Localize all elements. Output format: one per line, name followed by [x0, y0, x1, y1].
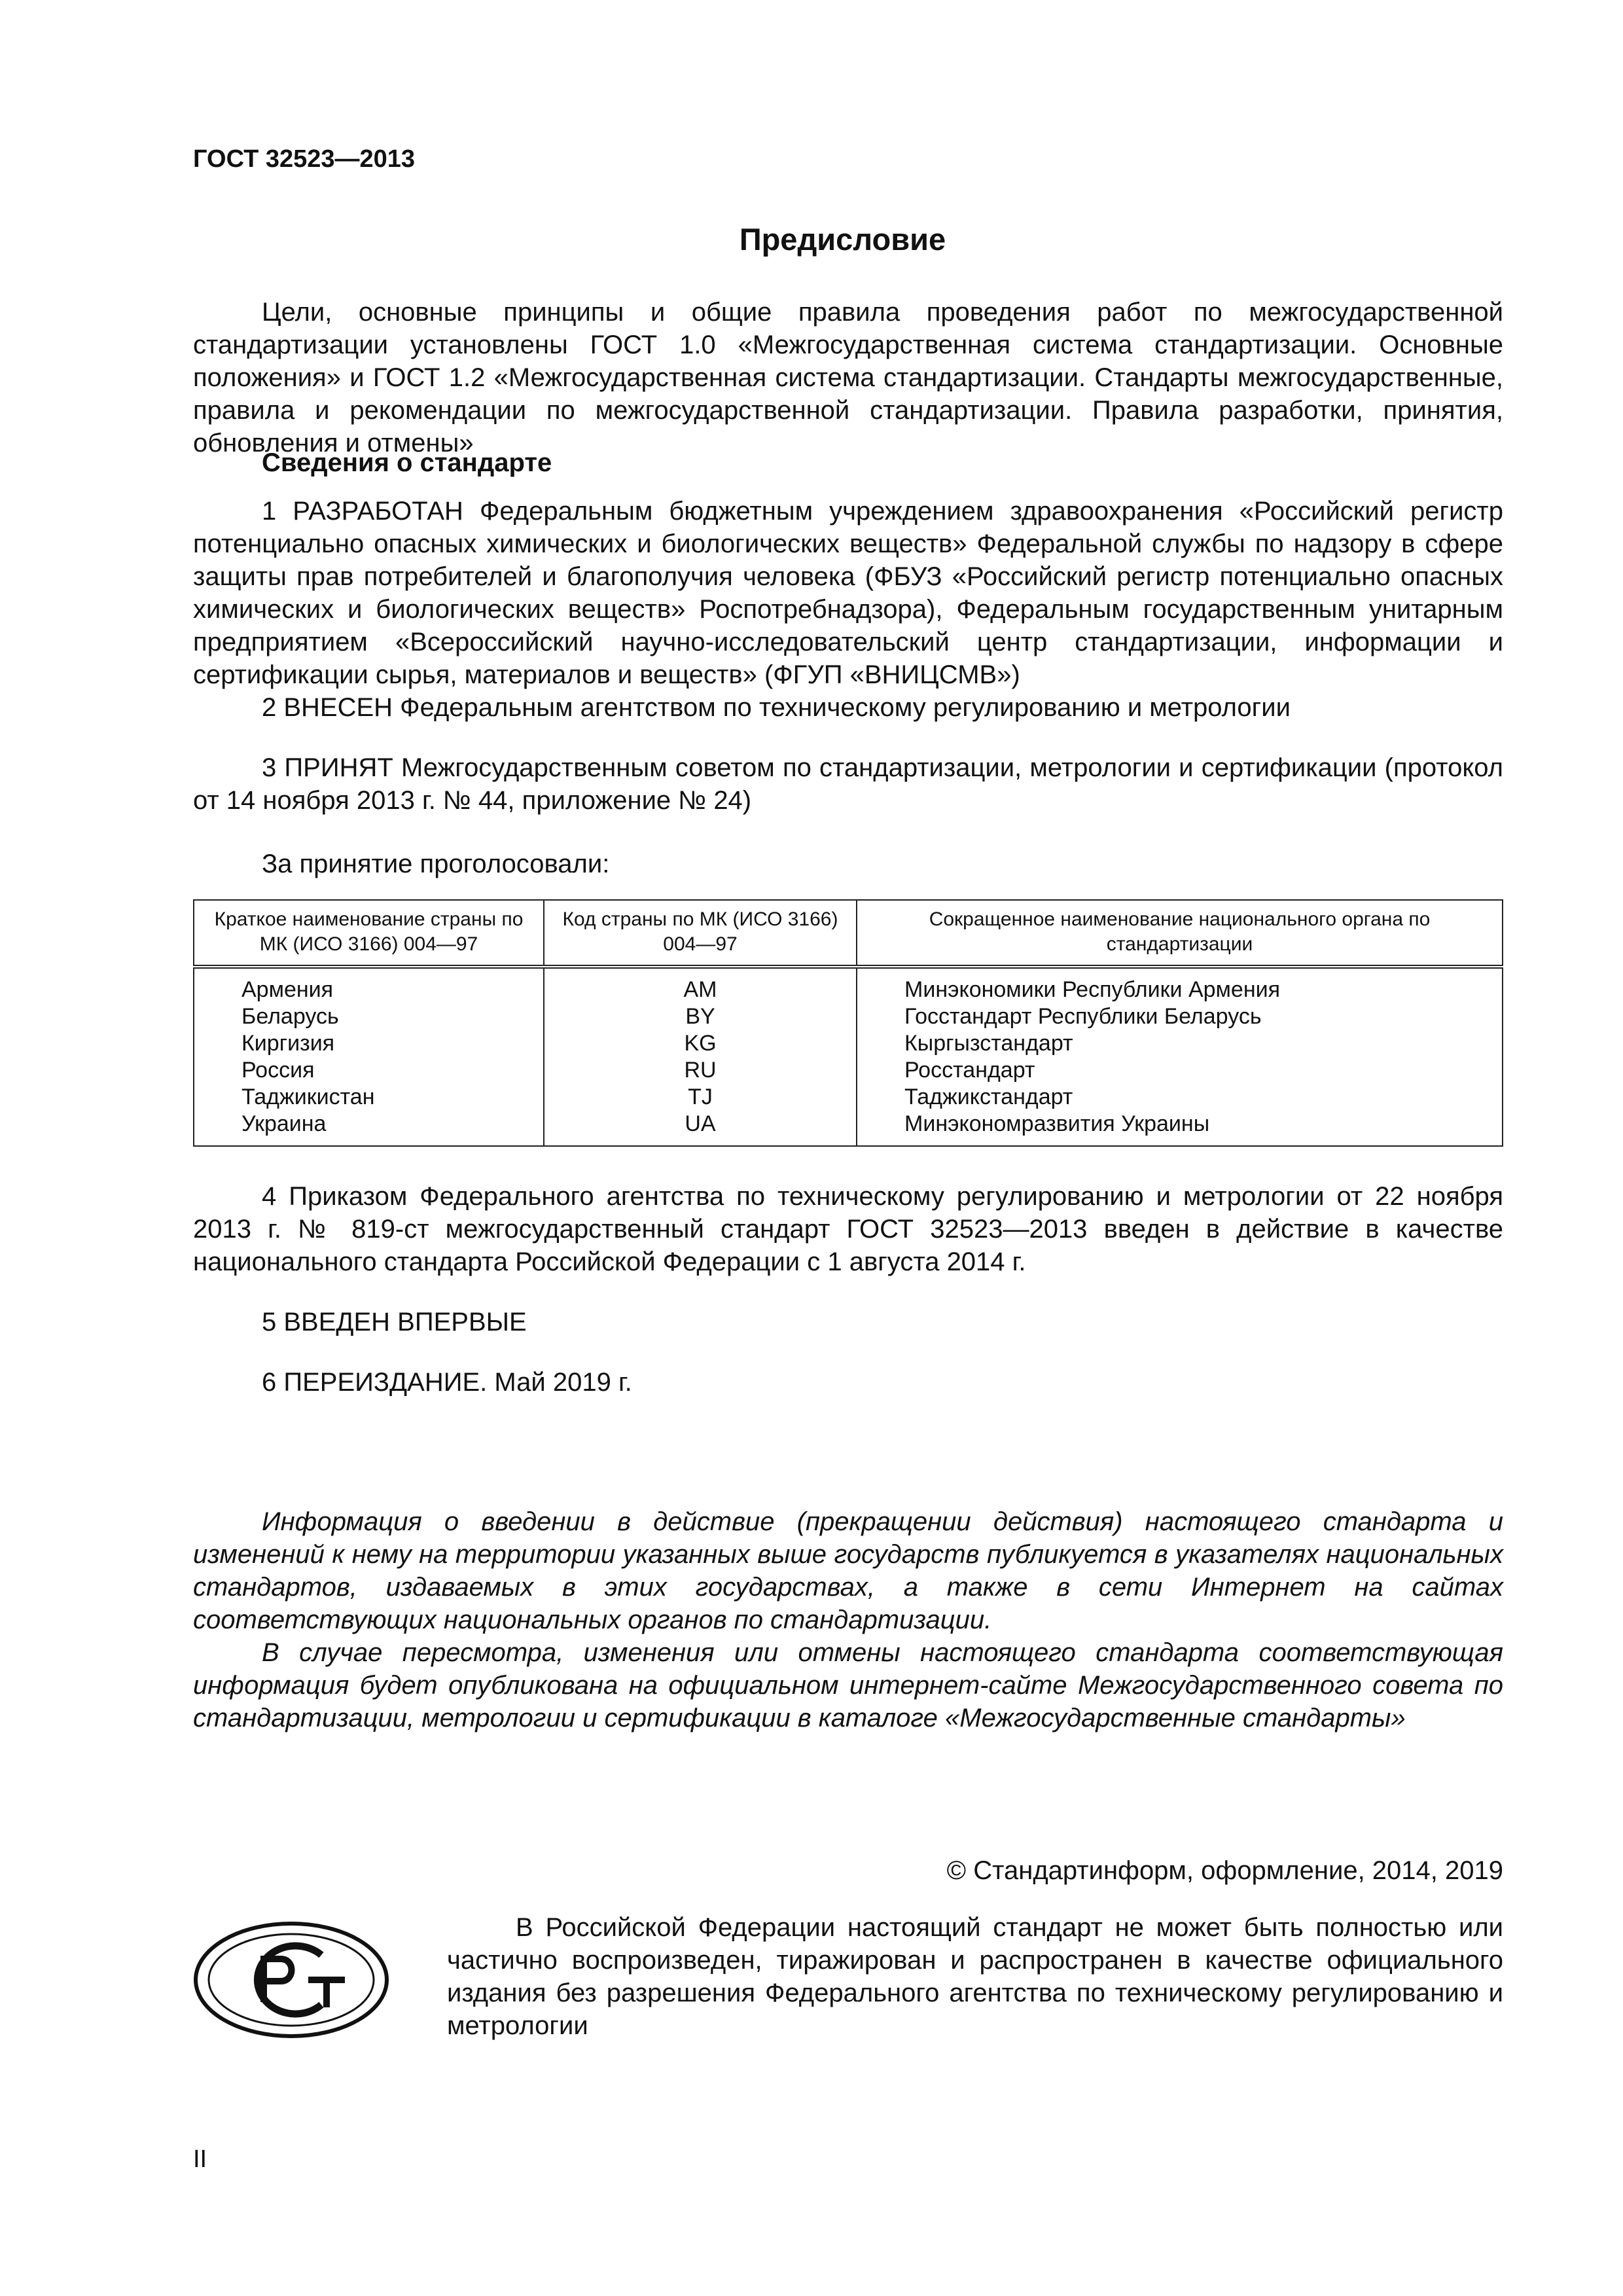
item-2-text: 2 ВНЕСЕН Федеральным агентством по техническому регулированию и метрологии [262, 693, 1291, 722]
national-body: Госстандарт Республики Беларусь [857, 1003, 1503, 1030]
item-4-text: 4 Приказом Федерального агентства по техническому регулированию и метрологии от 22 ноября 2013 г. № 819-ст межгосударственный стандарт ГОСТ 32523—2013 введен в действие в качестве национального стандарта Российской Федерации с 1 августа 2014 г. [193, 1182, 1503, 1276]
table-row [194, 1003, 1503, 1030]
item-1 [193, 495, 1503, 691]
column-header-code: Код страны по МК (ИСО 3166) 004—97 [544, 900, 857, 967]
notice-paragraph-2: В случае пересмотра, изменения или отмены настоящего стандарта соответствующая информация будет опубликована на официальном интернет-сайте Межгосударственного совета по стандартизации, метрологии и сертификации в каталоге «Межгосударственные стандарты» [193, 1638, 1503, 1732]
country-code: RU [544, 1057, 857, 1084]
intro-paragraph [193, 296, 1503, 459]
national-body: Кыргызстандарт [857, 1030, 1503, 1057]
country-code: BY [544, 1003, 857, 1030]
intro-text: Цели, основные принципы и общие правила проведения работ по межгосударственной стандартизации установлены ГОСТ 1.0 «Межгосударственная система стандартизации. Основные положения» и ГОСТ 1.2 «Межгосударственная система стандартизации. Стандарты межгосударственные, правила и рекомендации по межгосударственной стандартизации. Правила разработки, принятия, обновления и отмены» [193, 298, 1503, 457]
national-body: Минэкономики Республики Армения [857, 967, 1503, 1003]
national-body: Росстандарт [857, 1057, 1503, 1084]
country-name: Россия [194, 1057, 544, 1084]
document-header: ГОСТ 32523—2013 [193, 145, 416, 173]
countries-table [193, 899, 1503, 1147]
item-5: 5 ВВЕДЕН ВПЕРВЫЕ [262, 1308, 527, 1336]
page-number: II [193, 2145, 207, 2173]
column-header-country: Краткое наименование страны по МК (ИСО 3166) 004—97 [194, 900, 544, 967]
table-header-row [194, 900, 1503, 967]
item-6: 6 ПЕРЕИЗДАНИЕ. Май 2019 г. [262, 1368, 632, 1397]
reproduction-text: В Российской Федерации настоящий стандарт не может быть полностью или частично воспроизведен, тиражирован и распространен в качестве официального издания без разрешения Федерального агентства по техническому регулированию и метрологии [447, 1913, 1503, 2040]
page-title: Предисловие [739, 222, 946, 257]
country-code: UA [544, 1111, 857, 1146]
gost-r-certification-mark-icon [193, 1921, 389, 2042]
item-3 [193, 751, 1503, 817]
table-row [194, 1111, 1503, 1146]
country-name: Украина [194, 1111, 544, 1146]
reproduction-notice [447, 1911, 1503, 2042]
item-2 [193, 691, 1503, 724]
table-row [194, 1084, 1503, 1111]
table-row [194, 1030, 1503, 1057]
country-code: TJ [544, 1084, 857, 1111]
table-row [194, 1057, 1503, 1084]
section-heading: Сведения о стандарте [262, 448, 552, 477]
notice-block [193, 1505, 1503, 1734]
voted-label: За принятие проголосовали: [262, 850, 610, 878]
national-body: Таджикстандарт [857, 1084, 1503, 1111]
notice-paragraph-1: Информация о введении в действие (прекращении действия) настоящего стандарта и изменений к нему на территории указанных выше государств публикуется в указателях национальных стандартов, издаваемых в этих государствах, а также в сети Интернет на сайтах соответствующих национальных органов по стандартизации. [193, 1507, 1503, 1634]
country-name: Таджикистан [194, 1084, 544, 1111]
copyright-line: © Стандартинформ, оформление, 2014, 2019 [946, 1856, 1503, 1885]
table-row [194, 967, 1503, 1003]
national-body: Минэкономразвития Украины [857, 1111, 1503, 1146]
country-name: Армения [194, 967, 544, 1003]
country-name: Беларусь [194, 1003, 544, 1030]
country-code: KG [544, 1030, 857, 1057]
item-4 [193, 1180, 1503, 1278]
country-code: AM [544, 967, 857, 1003]
item-3-text: 3 ПРИНЯТ Межгосударственным советом по стандартизации, метрологии и сертификации (протокол от 14 ноября 2013 г. № 44, приложение № 24) [193, 753, 1503, 815]
country-name: Киргизия [194, 1030, 544, 1057]
item-1-text: 1 РАЗРАБОТАН Федеральным бюджетным учреждением здравоохранения «Российский регистр потенциально опасных химических и биологических веществ» Федеральной службы по надзору в сфере защиты прав потребителей и благополучия человека (ФБУЗ «Российский регистр потенциально опасных химических и биологических веществ» Роспотребнадзора), Федеральным государственным унитарным предприятием «Всероссийский научно-исследовательский центр стандартизации, информации и сертификации сырья, материалов и веществ» (ФГУП «ВНИЦСМВ») [193, 497, 1503, 689]
column-header-authority: Сокращенное наименование национального органа по стандартизации [857, 900, 1503, 967]
